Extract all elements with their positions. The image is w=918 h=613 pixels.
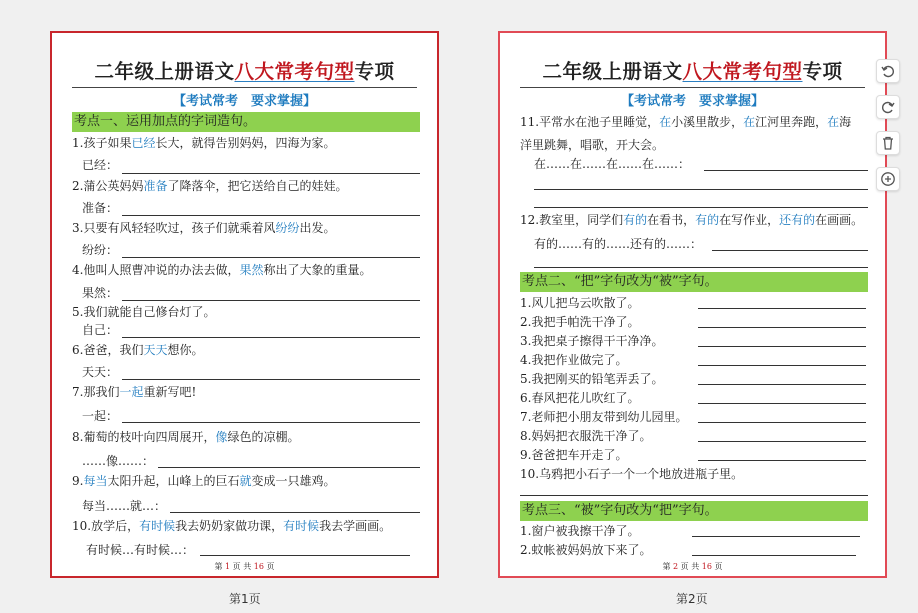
answer-line bbox=[698, 365, 866, 366]
answer-label-9: 每当……就…： bbox=[82, 499, 167, 513]
answer-line bbox=[698, 403, 866, 404]
question-3: 3.只要有风轻轻吹过，孩子们就乘着风纷纷出发。 bbox=[72, 221, 336, 235]
answer-line bbox=[534, 189, 868, 190]
answer-label-10: 有时候…有时候…： bbox=[86, 543, 195, 557]
page-subtitle: 【考试常考 要求掌握】 bbox=[172, 94, 316, 109]
answer-line bbox=[698, 460, 866, 461]
answer-line bbox=[170, 512, 420, 513]
answer-line bbox=[122, 300, 420, 301]
answer-line bbox=[698, 346, 866, 347]
answer-line bbox=[534, 207, 868, 208]
answer-line bbox=[122, 173, 420, 174]
list-item: 4.我把作业做完了。 bbox=[520, 353, 628, 367]
question-10: 10.放学后，有时候我去奶奶家做功课，有时候我去学画画。 bbox=[72, 519, 392, 533]
document-page-2[interactable] bbox=[498, 31, 887, 578]
answer-line bbox=[698, 384, 866, 385]
answer-label-2: 准备： bbox=[82, 201, 119, 215]
answer-line bbox=[704, 170, 868, 171]
answer-line bbox=[122, 422, 420, 423]
answer-label-3: 纷纷： bbox=[82, 243, 119, 257]
rotate-left-icon bbox=[880, 63, 896, 79]
answer-line bbox=[692, 555, 856, 556]
rotate-right-icon bbox=[880, 99, 896, 115]
question-8: 8.葡萄的枝叶向四周展开，像绿色的凉棚。 bbox=[72, 430, 300, 444]
page-label-2: 第2页 bbox=[676, 592, 708, 606]
answer-line bbox=[200, 555, 410, 556]
list-item: 2.我把手帕洗干净了。 bbox=[520, 315, 640, 329]
question-7: 7.那我们一起重新写吧! bbox=[72, 385, 197, 399]
answer-label-8: ……像……： bbox=[82, 454, 155, 468]
answer-line bbox=[158, 467, 420, 468]
title-divider bbox=[72, 87, 417, 88]
question-6: 6.爸爸，我们天天想你。 bbox=[72, 343, 204, 357]
answer-label-6: 天天： bbox=[82, 365, 119, 379]
title-divider bbox=[520, 87, 865, 88]
list-item: 9.爸爸把车开走了。 bbox=[520, 448, 628, 462]
answer-line bbox=[712, 250, 868, 251]
list-item: 1.风儿把乌云吹散了。 bbox=[520, 296, 640, 310]
list-item: 6.春风把花儿吹红了。 bbox=[520, 391, 640, 405]
question-12: 12.教室里，同学们有的在看书，有的在写作业，还有的在画画。 bbox=[520, 213, 864, 227]
list-item: 7.老师把小朋友带到幼儿园里。 bbox=[520, 410, 688, 424]
add-icon bbox=[880, 171, 896, 187]
answer-line bbox=[122, 257, 420, 258]
answer-line bbox=[692, 536, 860, 537]
page-footer: 第 1 页 共 16 页 bbox=[214, 562, 275, 571]
section-heading-2: 考点二、“把”字句改为“被”字句。 bbox=[520, 272, 868, 292]
section-heading-1: 考点一、运用加点的字词造句。 bbox=[72, 112, 420, 132]
list-item: 1.窗户被我擦干净了。 bbox=[520, 524, 640, 538]
page-title: 二年级上册语文八大常考句型专项 bbox=[542, 60, 843, 83]
list-item: 5.我把刚买的铅笔弄丢了。 bbox=[520, 372, 664, 386]
section-heading-3: 考点三、“被”字句改为“把”字句。 bbox=[520, 501, 868, 521]
answer-line bbox=[122, 337, 420, 338]
rotate-left-button[interactable] bbox=[876, 59, 900, 83]
answer-label-12: 有的……有的……还有的……： bbox=[534, 237, 703, 251]
delete-button[interactable] bbox=[876, 131, 900, 155]
trash-icon bbox=[880, 135, 896, 151]
answer-label-7: 一起： bbox=[82, 409, 119, 423]
list-item: 8.妈妈把衣服洗干净了。 bbox=[520, 429, 652, 443]
add-button[interactable] bbox=[876, 167, 900, 191]
answer-line bbox=[698, 327, 866, 328]
answer-label-1: 已经： bbox=[82, 158, 119, 172]
rotate-right-button[interactable] bbox=[876, 95, 900, 119]
answer-label-11: 在……在……在……在……： bbox=[534, 157, 691, 171]
answer-label-4: 果然： bbox=[82, 286, 119, 300]
question-4: 4.他叫人照曹冲说的办法去做，果然称出了大象的重量。 bbox=[72, 263, 372, 277]
page-label-1: 第1页 bbox=[229, 592, 261, 606]
list-item: 2.蚊帐被妈妈放下来了。 bbox=[520, 543, 652, 557]
answer-line bbox=[698, 441, 866, 442]
question-11-continued: 洋里跳舞，唱歌，开大会。 bbox=[520, 138, 665, 152]
question-9: 9.每当太阳升起，山峰上的巨石就变成一只雄鸡。 bbox=[72, 474, 336, 488]
question-11: 11.平常水在池子里睡觉，在小溪里散步，在江河里奔跑，在海 bbox=[520, 115, 852, 129]
page-title: 二年级上册语文八大常考句型专项 bbox=[94, 60, 395, 83]
question-1: 1.孩子如果已经长大，就得告别妈妈，四海为家。 bbox=[72, 136, 336, 150]
list-item: 10.乌鸦把小石子一个一个地放进瓶子里。 bbox=[520, 467, 744, 481]
answer-line bbox=[122, 215, 420, 216]
question-2: 2.蒲公英妈妈准备了降落伞，把它送给自己的娃娃。 bbox=[72, 179, 348, 193]
answer-line bbox=[698, 308, 866, 309]
answer-line bbox=[520, 495, 868, 496]
list-item: 3.我把桌子擦得干干净净。 bbox=[520, 334, 664, 348]
answer-line bbox=[698, 422, 866, 423]
answer-label-5: 自己： bbox=[82, 323, 119, 337]
document-page-1[interactable] bbox=[50, 31, 439, 578]
answer-line bbox=[122, 379, 420, 380]
question-5: 5.我们就能自己修台灯了。 bbox=[72, 305, 216, 319]
page-footer: 第 2 页 共 16 页 bbox=[662, 562, 723, 571]
answer-line bbox=[534, 267, 868, 268]
page-subtitle: 【考试常考 要求掌握】 bbox=[620, 94, 764, 109]
